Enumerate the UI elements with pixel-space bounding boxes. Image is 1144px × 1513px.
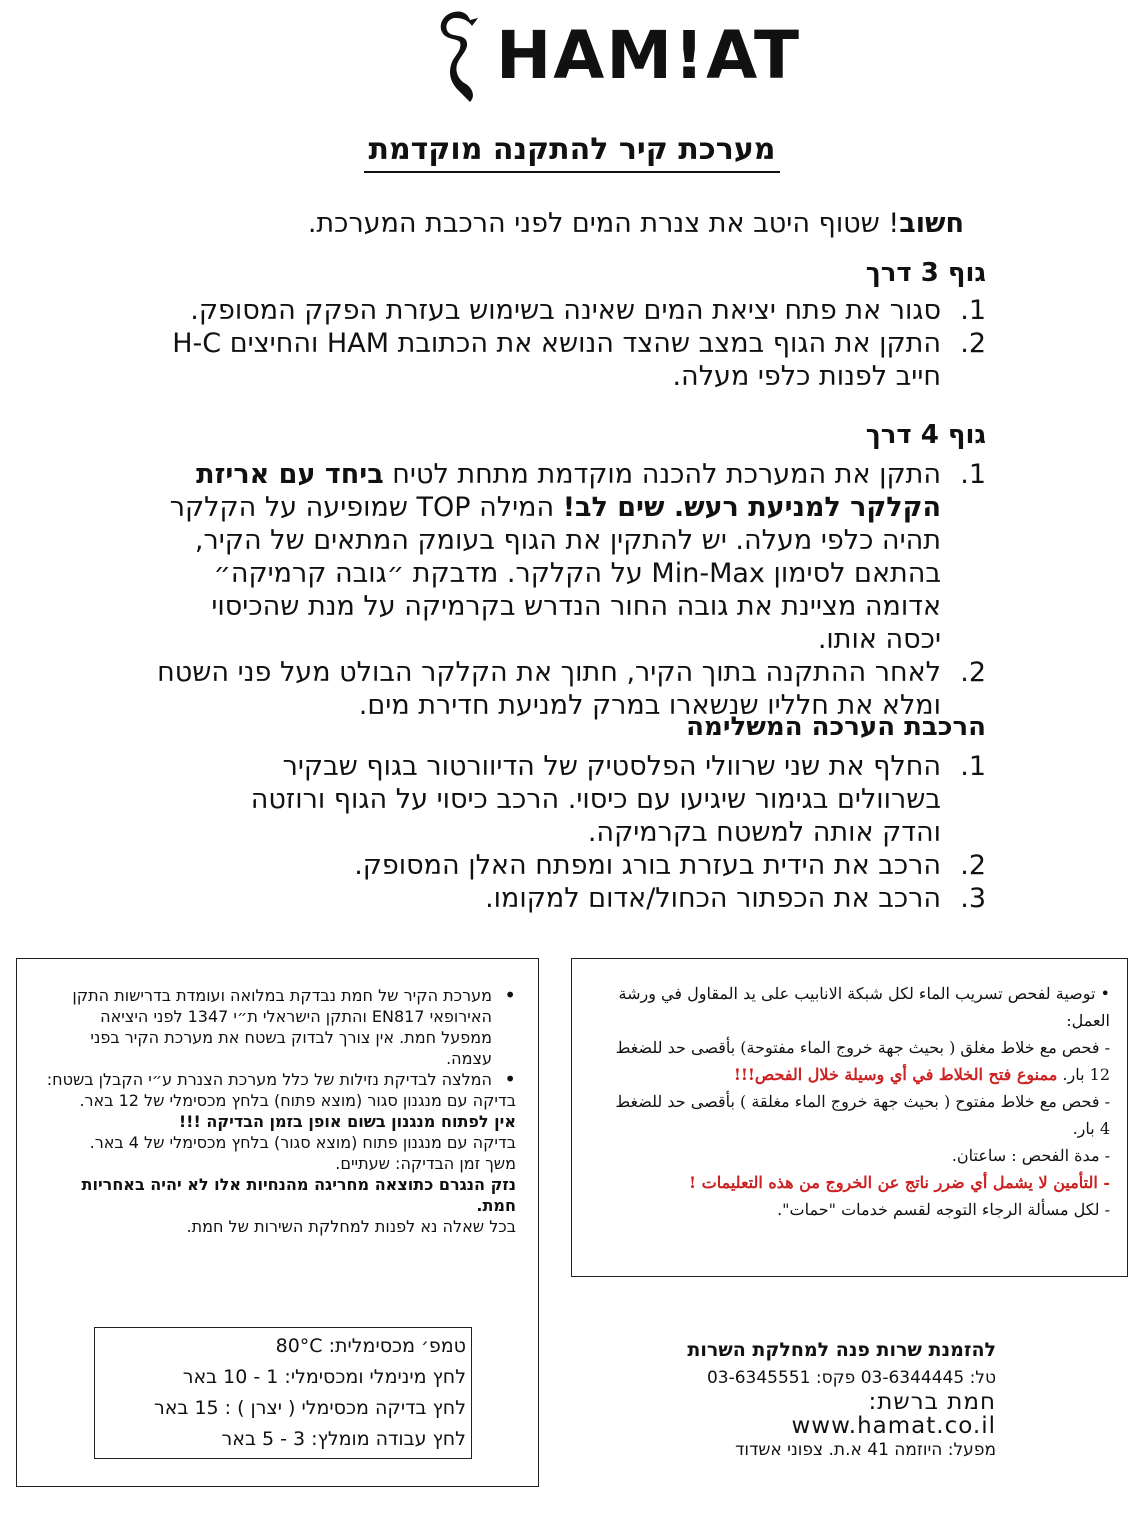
step-item <box>156 458 986 656</box>
test-warning: אין לפתוח מנגנון בשום אופן בזמן הבדיקה !!! <box>178 1112 516 1131</box>
list-item: • מערכת הקיר של חמת נבדקת במלואה ועומדת בדרישות התקן האירופאי EN817 והתקן הישראלי ת״י 1347 לפני היציאה ממפעל חמת. אין צורך לבדוק בשטח את מערכת הקיר בפני עצמה. <box>46 985 516 1069</box>
test-warning: נזק הנגרם כתוצאה מחריגה מהנחיות אלו לא יהיה באחריות חמת. <box>81 1175 516 1215</box>
section-3way-heading: גוף 3 דרך <box>865 258 986 288</box>
important-text: ! שטוף היטב את צנרת המים לפני הרכבת המערכת. <box>307 208 900 239</box>
spec-line: טמפ׳ מכסימלית: 80°C <box>275 1335 466 1357</box>
seahorse-icon <box>441 11 478 102</box>
test-line: בדיקה עם מנגנון פתוח (מוצא סגור) בלחץ מכסימלי של 4 באר. <box>89 1133 516 1152</box>
section-4way-heading: גוף 4 דרך <box>865 420 986 450</box>
arabic-warning: ممنوع فتح الخلاط في أي وسيلة خلال الفحص!!! <box>733 1065 1058 1084</box>
step-text: הרכב את הכפתור הכחול/אדום למקומו. <box>485 883 941 914</box>
test-line: בכל שאלה נא לפנות למחלקת השירות של חמת. <box>186 1217 516 1236</box>
page-title <box>0 132 1144 167</box>
arabic-line: - مدة الفحص : ساعتان. <box>951 1146 1110 1165</box>
arabic-line: • توصية لفحص تسريب الماء لكل شبكة الانابيب على يد المقاول في ورشة العمل: <box>618 984 1110 1030</box>
service-info <box>676 1338 996 1462</box>
service-heading: להזמנת שרות פנה למחלקת השרות <box>687 1339 996 1361</box>
step-text-bold: ביחד עם אריזת הקלקר למניעת רעש. שים לב! <box>196 459 941 523</box>
step-text: לאחר ההתקנה בתוך הקיר, חתוך את הקלקר הבולט מעל פני השטח ומלא את חלליו שנשארו במרק למניעת חדירת מים. <box>157 657 941 721</box>
step-number: 2. <box>960 657 986 688</box>
step-text: סגור את פתח יציאת המים שאינה בשימוש בעזרת הפקק המסופק. <box>190 295 941 326</box>
spec-line: לחץ מינימלי ומכסימלי: 1 - 10 באר <box>182 1366 466 1388</box>
arabic-line <box>590 1061 1110 1088</box>
test-line: משך זמן הבדיקה: שעתיים. <box>335 1154 516 1173</box>
arabic-line-part: 12 بار. <box>1057 1065 1110 1084</box>
arabic-testing-text <box>590 980 1110 1223</box>
section-3way-steps <box>166 294 986 393</box>
specs-text <box>96 1331 466 1455</box>
hebrew-testing-text <box>46 985 516 1237</box>
list-item: • המלצה לבדיקת נזילות של כלל מערכת הצנרת ע״י הקבלן בשטח: <box>46 1069 516 1090</box>
arabic-line: - فحص مع خلاط مغلق ( بحيث جهة خروج الماء مفتوحة) بأقصى حد للضغط <box>615 1038 1110 1057</box>
arabic-warning: - التأمين لا يشمل أي ضرر ناتج عن الخروج من هذه التعليمات ! <box>689 1173 1110 1192</box>
section-kit-steps <box>236 750 986 915</box>
important-note <box>84 208 964 239</box>
step-text: החלף את שני שרוולי הפלסטיק של הדיוורטור בגוף שבקיר בשרוולים בגימור שיגיעו עם כיסוי. הרכב כיסוי על הגוף ורוזטה והדק אותה למשטח בקרמיקה. <box>250 751 941 848</box>
service-website: חמת ברשת: www.hamat.co.il <box>791 1389 996 1439</box>
step-item <box>166 294 986 327</box>
arabic-line: - فحص مع خلاط مفتوح ( بحيث جهة خروج الماء مغلقة ) بأقصى حد للضغط <box>615 1092 1110 1111</box>
step-item <box>236 849 986 882</box>
step-text: המילה TOP שמופיעה על הקלקר תהיה כלפי מעלה. יש להתקין את הגוף בעומק המתאים של הקיר, בהתאם לסימון Min-Max על הקלקר. מדבקת ״גובה קרמיקה״ אדומה מציינת את גובה החור הנדרש בקרמיקה על מנת שהכיסוי יכסה אותו. <box>169 492 941 655</box>
brand-logo-text: HAM!AT <box>496 17 802 94</box>
section-kit-heading: הרכבת הערכה המשלימה <box>686 712 986 742</box>
step-item <box>166 327 986 393</box>
step-text: התקן את הגוף במצב שהצד הנושא את הכתובת HAM והחיצים H-C חייב לפנות כלפי מעלה. <box>172 328 941 392</box>
step-number: 1. <box>960 295 986 326</box>
step-number: 3. <box>960 883 986 914</box>
service-factory: מפעל: היוזמה 41 א.ת. צפוני אשדוד <box>735 1440 996 1460</box>
service-phones: טל: 03-6344445 פקס: 03-6345551 <box>706 1368 996 1388</box>
step-number: 2. <box>960 850 986 881</box>
page-title-text: מערכת קיר להתקנה מוקדמת <box>364 132 779 173</box>
step-item <box>236 882 986 915</box>
step-text: הרכב את הידית בעזרת בורג ומפתח האלן המסופק. <box>354 850 941 881</box>
arabic-line: 4 بار. <box>1072 1119 1110 1138</box>
step-item <box>236 750 986 849</box>
step-text: התקן את המערכת להכנה מוקדמת מתחת לטיח <box>383 459 941 490</box>
important-label: חשוב <box>899 208 964 239</box>
spec-line: לחץ בדיקה מכסימלי ( יצרן ) : 15 באר <box>153 1397 466 1419</box>
arabic-line: - لكل مسألة الرجاء التوجه لقسم خدمات "حمات". <box>777 1200 1110 1219</box>
test-line: בדיקה עם מנגנון סגור (מוצא פתוח) בלחץ מכסימלי של 12 באר. <box>79 1091 516 1110</box>
step-number: 1. <box>960 751 986 782</box>
section-4way-steps <box>156 458 986 722</box>
step-number: 1. <box>960 459 986 490</box>
step-number: 2. <box>960 328 986 359</box>
spec-line: לחץ עבודה מומלץ: 3 - 5 באר <box>221 1428 466 1450</box>
